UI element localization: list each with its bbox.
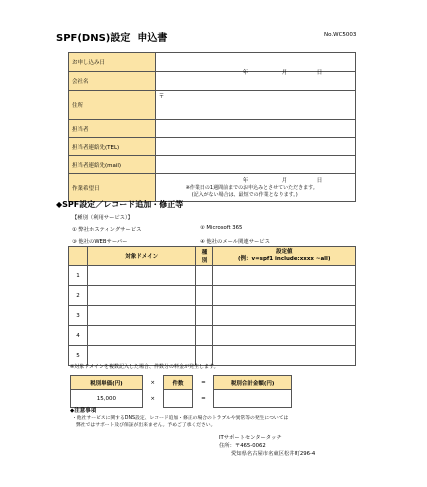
- table-row: [69, 306, 356, 326]
- domain-column-header: 対象ドメイン: [87, 247, 196, 266]
- type-heading: 【種別（利用サービス）】: [72, 215, 133, 221]
- document-number: No.WC5003: [324, 32, 357, 38]
- person-label: 担当者: [69, 120, 156, 138]
- company-label: 会社名: [69, 72, 156, 91]
- type-column-header: 種別: [196, 247, 213, 266]
- notes-heading: ◆注意事項: [70, 408, 97, 414]
- email-label: 担当者連絡先(mail): [69, 156, 156, 174]
- value-column-header: [213, 247, 356, 266]
- option-hosting: ① 弊社ホスティングサービス: [72, 227, 142, 233]
- count-label: 件数: [163, 376, 193, 390]
- option-microsoft-365: ② Microsoft 365: [200, 225, 243, 231]
- row-number: 4: [69, 326, 88, 346]
- spf-record-table: [68, 246, 356, 366]
- type-cell[interactable]: [196, 286, 213, 306]
- application-day-unit: 日: [316, 70, 323, 76]
- work-month-unit: 月: [281, 177, 288, 184]
- row-number: 3: [69, 306, 88, 326]
- phone-field[interactable]: [155, 138, 355, 156]
- option-other-mail-service: ④ 他社のメール関連サービス: [200, 239, 270, 245]
- address-field[interactable]: [155, 91, 355, 120]
- phone-label: 担当者連絡先(TEL): [69, 138, 156, 156]
- value-cell[interactable]: [213, 326, 356, 346]
- row-number-header: [69, 247, 88, 266]
- multi-domain-note: ※対象ドメインを複数記入した場合、件数分の料金が発生します。: [70, 364, 219, 370]
- type-cell[interactable]: [196, 266, 213, 286]
- pricing-table: [70, 375, 292, 408]
- work-date-label: 作業希望日: [69, 174, 156, 202]
- times-sign: ×: [150, 379, 155, 386]
- value-cell[interactable]: [213, 346, 356, 366]
- unit-price-label: 税別単価(円): [71, 376, 143, 390]
- type-cell[interactable]: [196, 326, 213, 346]
- application-date-field[interactable]: [155, 53, 355, 76]
- person-field[interactable]: [155, 120, 355, 138]
- application-year-unit: 年: [242, 70, 249, 76]
- application-date-label: お申し込み日: [69, 53, 156, 72]
- applicant-form-table: [68, 52, 356, 202]
- total-label: 税別合計金額(円): [214, 376, 292, 390]
- page-title: SPF(DNS)設定 申込書: [56, 33, 168, 44]
- option-other-web-server: ③ 他社のWEBサーバー: [72, 239, 128, 245]
- domain-cell[interactable]: [87, 286, 196, 306]
- equals-sign: =: [201, 379, 206, 386]
- row-number: 1: [69, 266, 88, 286]
- equals-sign: =: [201, 395, 206, 402]
- value-cell[interactable]: [213, 266, 356, 286]
- value-cell[interactable]: [213, 306, 356, 326]
- type-cell[interactable]: [196, 306, 213, 326]
- total-field[interactable]: [214, 390, 292, 408]
- notes-line-1: ・他社サービスに関するDNS設定、レコード追加・修正の場合のトラブルや異常等の発生については: [72, 416, 289, 421]
- email-field[interactable]: [155, 156, 355, 174]
- application-month-unit: 月: [281, 70, 288, 76]
- row-number: 5: [69, 346, 88, 366]
- postal-mark: 〒: [158, 94, 165, 100]
- value-column-title: 設定値: [275, 249, 293, 255]
- footer-address: 愛知県名古屋市名東区松井町296-4: [231, 451, 316, 457]
- footer-company: ITサポートセンタータッチ: [219, 435, 282, 441]
- count-field[interactable]: [163, 390, 193, 408]
- work-year-unit: 年: [242, 177, 249, 184]
- work-date-note-2: (記入がない場合は、最短での作業となります。): [191, 191, 298, 198]
- table-row: [69, 326, 356, 346]
- value-column-example: (例：v=spf1 include:xxxx ~all): [237, 256, 331, 262]
- address-label: 住所: [69, 91, 156, 120]
- work-date-note-1: ※作業日の1週間前までのお申込みとさせていただきます。: [185, 184, 318, 191]
- notes-line-2: 弊社ではサポート及び保証が出来ません。予めご了承ください。: [76, 423, 216, 428]
- times-sign: ×: [150, 395, 155, 402]
- row-number: 2: [69, 286, 88, 306]
- table-row: [69, 286, 356, 306]
- company-field[interactable]: [155, 72, 355, 91]
- table-row: [69, 266, 356, 286]
- value-cell[interactable]: [213, 286, 356, 306]
- domain-cell[interactable]: [87, 326, 196, 346]
- footer-postal: 住所：〒465-0062: [219, 443, 266, 449]
- work-day-unit: 日: [316, 177, 323, 184]
- domain-cell[interactable]: [87, 306, 196, 326]
- domain-cell[interactable]: [87, 266, 196, 286]
- work-date-field[interactable]: [155, 174, 355, 202]
- spf-section-title: ◆SPF設定／レコード追加・修正等: [56, 200, 184, 209]
- unit-price-value: 15,000: [71, 390, 143, 408]
